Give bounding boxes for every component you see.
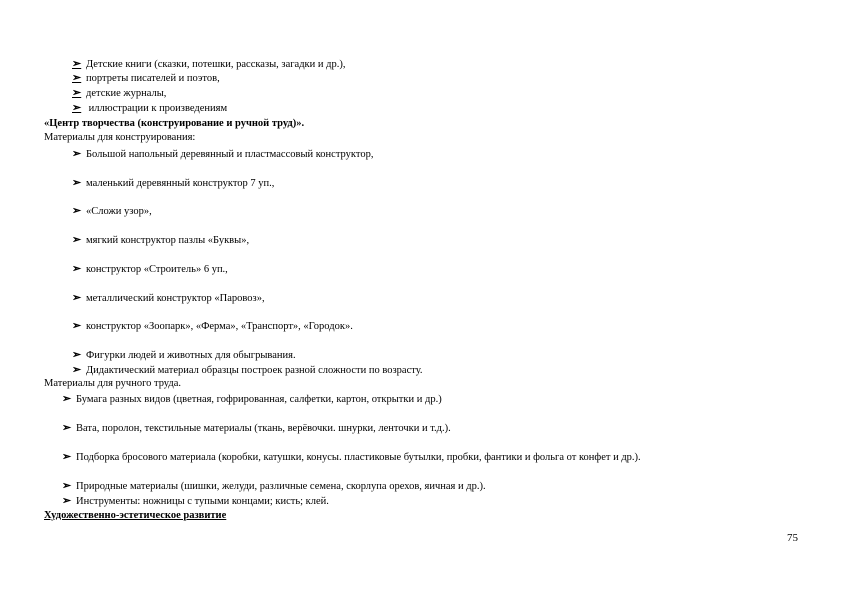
construction-heading: Материалы для конструирования: — [44, 132, 196, 143]
arrow-bullet-icon: ➢ — [72, 349, 82, 361]
manual-item: ➢ Подборка бросового материала (коробки, катушки, конусы. пластиковые бутылки, пробки, фантики и фольга от конфет и др.). — [62, 451, 641, 463]
manual-item: ➢ Природные материалы (шишки, желуди, различные семена, скорлупа орехов, яичная и др.). — [62, 480, 486, 492]
manual-item: ➢ Вата, поролон, текстильные материалы (ткань, верёвочки. шнурки, ленточки и т.д.). — [62, 422, 451, 434]
arrow-bullet-icon: ➢ — [72, 205, 82, 217]
arrow-bullet-icon: ➢ — [72, 364, 82, 376]
arrow-bullet-icon: ➢ — [72, 177, 82, 189]
page-number: 75 — [787, 532, 798, 544]
list1-item: ➢ портреты писателей и поэтов, — [72, 72, 220, 84]
construction-item: ➢ мягкий конструктор пазлы «Буквы», — [72, 234, 250, 246]
section-heading: Художественно-эстетическое развитие — [44, 510, 227, 521]
arrow-bullet-icon: ➢ — [62, 393, 72, 405]
construction-item: ➢ конструктор «Строитель» 6 уп., — [72, 263, 228, 275]
arrow-bullet-icon: ➢ — [62, 422, 72, 434]
arrow-bullet-icon: ➢ — [72, 87, 82, 99]
construction-item: ➢ «Сложи узор», — [72, 205, 152, 217]
construction-item: ➢ маленький деревянный конструктор 7 уп., — [72, 177, 275, 189]
arrow-bullet-icon: ➢ — [72, 72, 82, 84]
manual-heading: Материалы для ручного труда. — [44, 378, 182, 389]
arrow-bullet-icon: ➢ — [72, 263, 82, 275]
manual-item: ➢ Инструменты: ножницы с тупыми концами; кисть; клей. — [62, 495, 329, 507]
arrow-bullet-icon: ➢ — [72, 102, 82, 114]
construction-item: ➢ Дидактический материал образцы построек разной сложности по возрасту. — [72, 364, 423, 376]
arrow-bullet-icon: ➢ — [62, 451, 72, 463]
construction-item: ➢ конструктор «Зоопарк», «Ферма», «Транспорт», «Городок». — [72, 320, 353, 332]
center-heading: «Центр творчества (конструирование и ручной труд)». — [44, 118, 305, 129]
arrow-bullet-icon: ➢ — [62, 480, 72, 492]
construction-item: ➢ Фигурки людей и животных для обыгрывания. — [72, 349, 296, 361]
manual-item: ➢ Бумага разных видов (цветная, гофрированная, салфетки, картон, открытки и др.) — [62, 393, 442, 405]
arrow-bullet-icon: ➢ — [72, 292, 82, 304]
arrow-bullet-icon: ➢ — [72, 58, 82, 70]
list1-item: ➢ детские журналы, — [72, 87, 167, 99]
construction-item: ➢ Большой напольный деревянный и пластмассовый конструктор, — [72, 148, 374, 160]
arrow-bullet-icon: ➢ — [72, 148, 82, 160]
arrow-bullet-icon: ➢ — [62, 495, 72, 507]
list1-item: ➢ Детские книги (сказки, потешки, рассказы, загадки и др.), — [72, 58, 346, 70]
arrow-bullet-icon: ➢ — [72, 234, 82, 246]
arrow-bullet-icon: ➢ — [72, 320, 82, 332]
list1-item: ➢ иллюстрации к произведениям — [72, 102, 228, 114]
construction-item: ➢ металлический конструктор «Паровоз», — [72, 292, 265, 304]
